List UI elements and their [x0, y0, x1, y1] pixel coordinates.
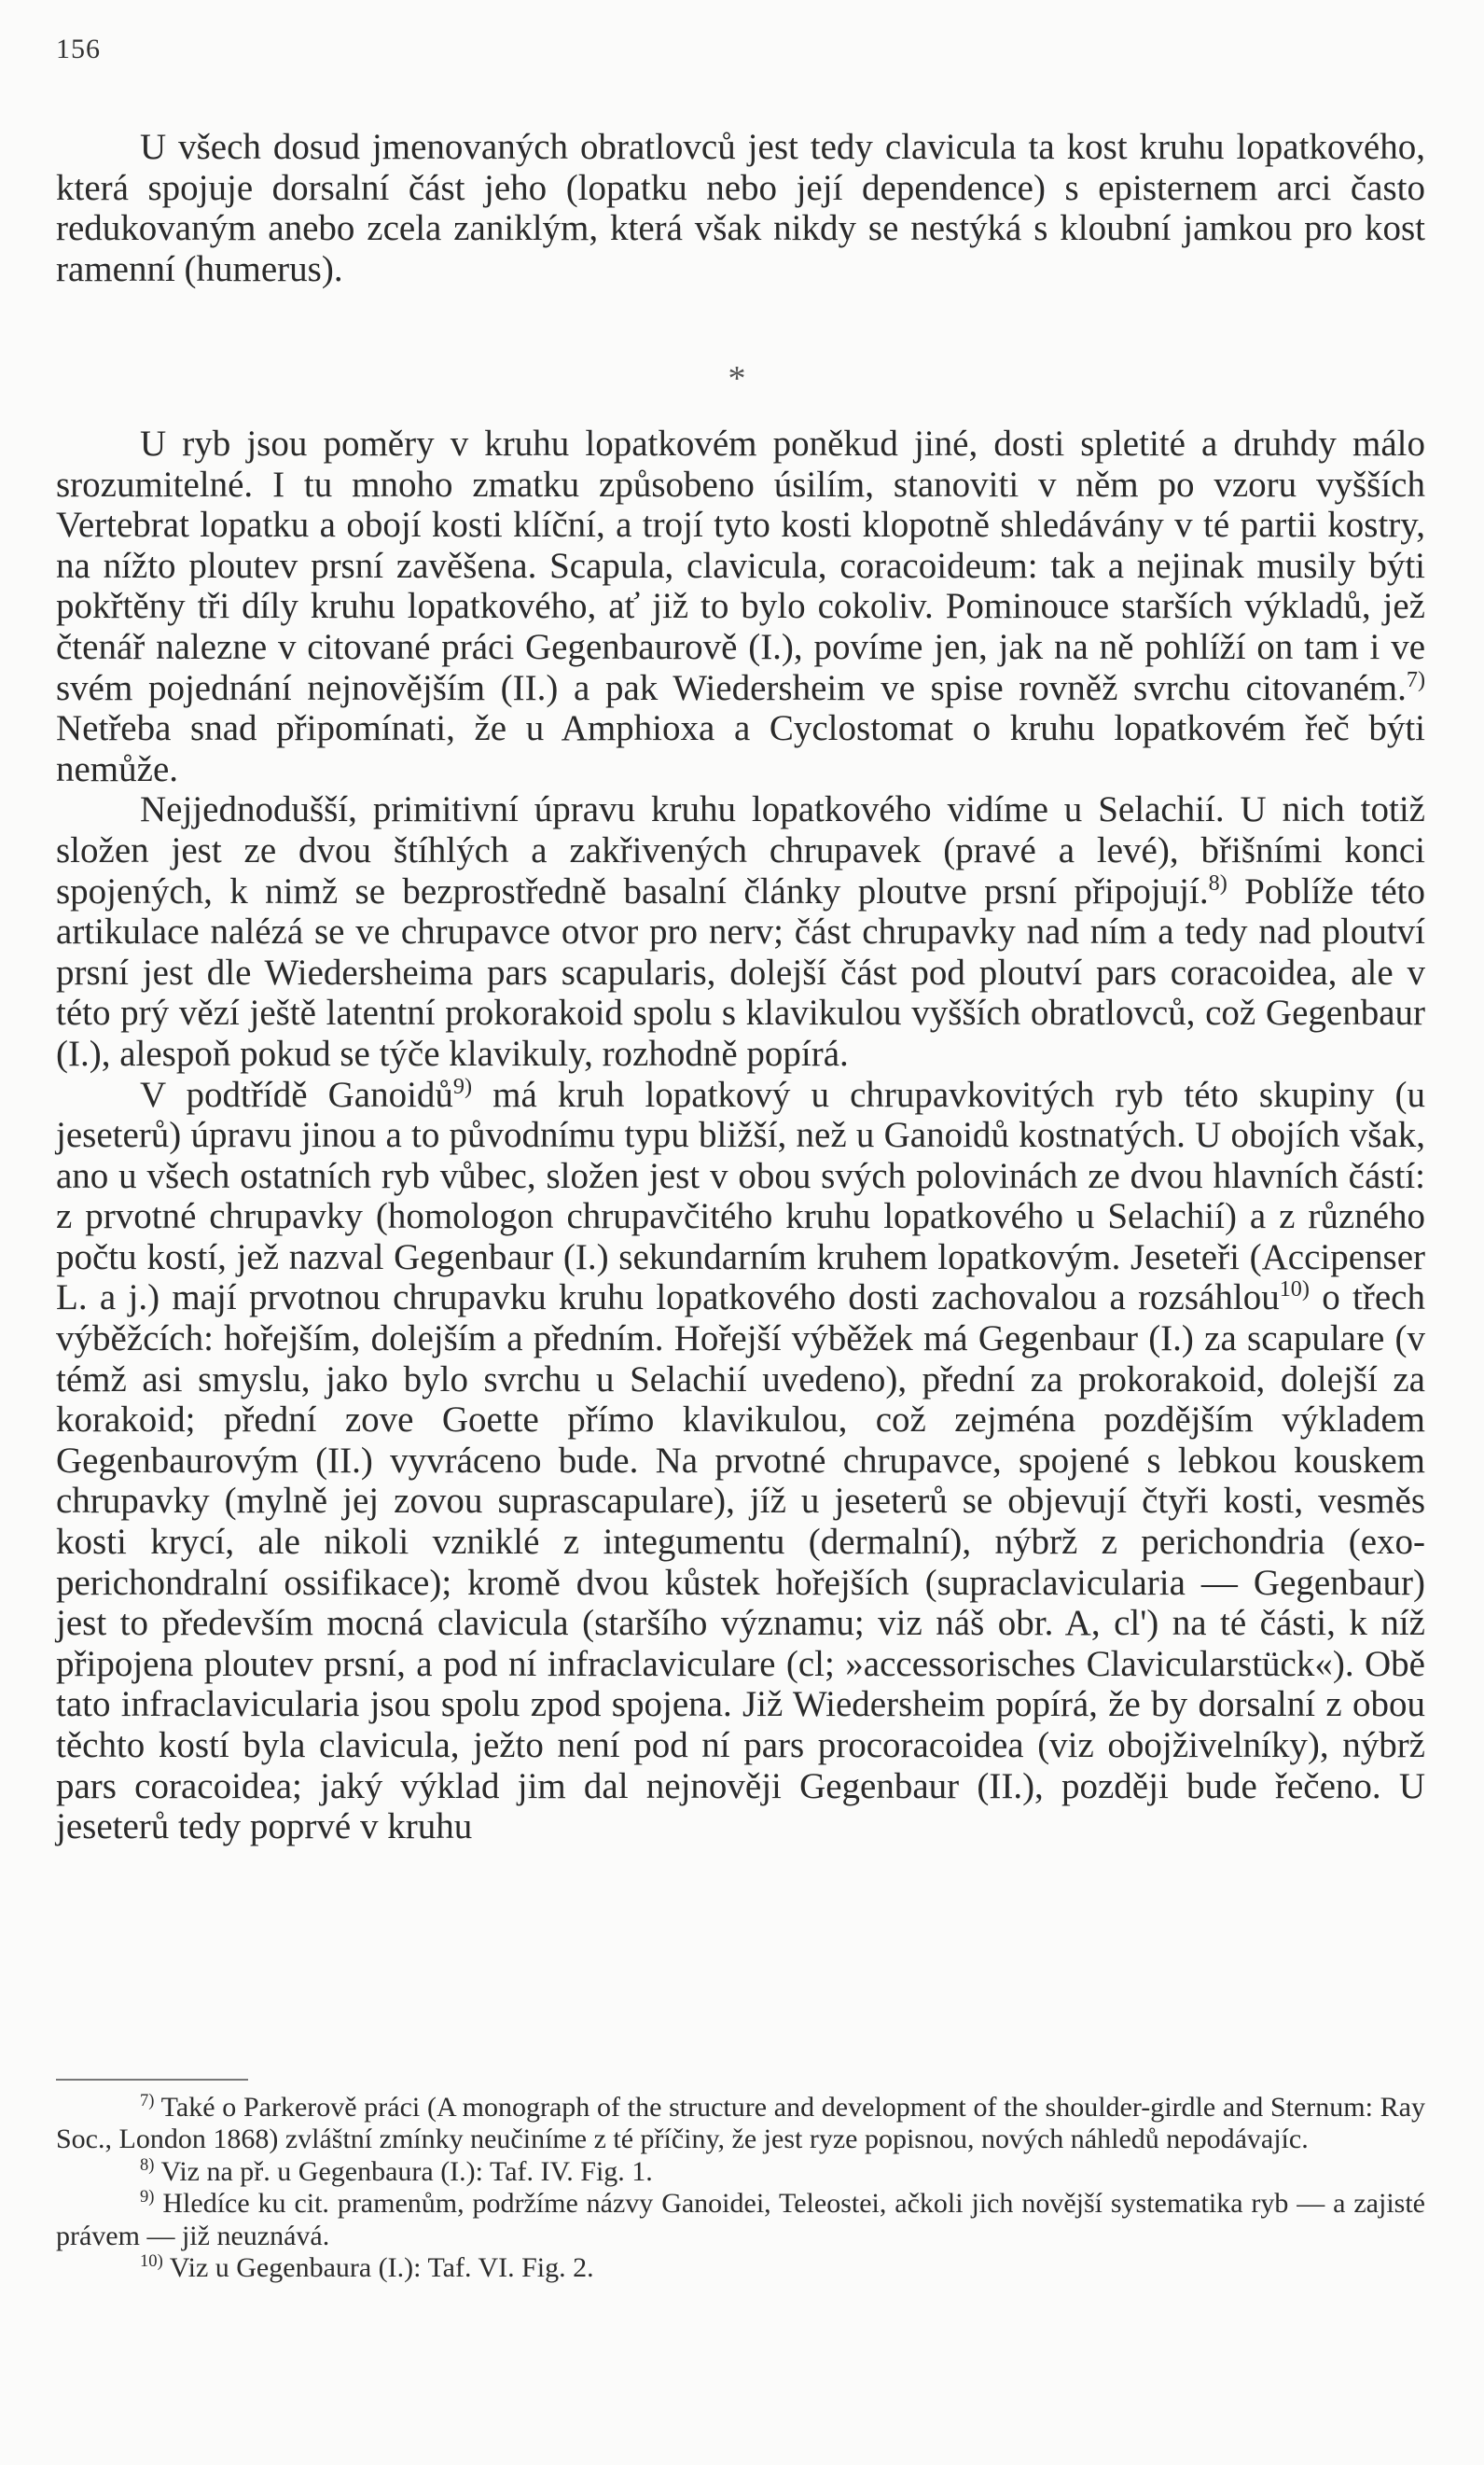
main-text-block	[56, 424, 1425, 1847]
intro-paragraph: U všech dosud jmenovaných obratlovců jest tedy clavicula ta kost kruhu lopatkového, která spojuje dorsalní část jeho (lopatku nebo její dependence) s episternem arci často redukovaným anebo zcela zaniklým, která však nikdy se nestýká s kloubní jamkou pro kost ramenní (humerus).	[56, 127, 1425, 289]
footnote-text: Viz u Gegenbaura (I.): Taf. VI. Fig. 2.	[162, 2252, 594, 2284]
footnote-ref-10: 10)	[1279, 1276, 1310, 1302]
paragraph-text: V podtřídě Ganoidů	[140, 1074, 453, 1115]
footnote-label: 8)	[140, 2154, 155, 2175]
footnote-label: 9)	[140, 2187, 155, 2207]
intro-paragraph-block	[56, 127, 1425, 289]
footnote-ref-8: 8)	[1208, 870, 1227, 896]
page-number: 156	[56, 34, 101, 64]
footnote-text: Viz na př. u Gegenbaura (I.): Taf. IV. Fig. 1.	[154, 2155, 653, 2187]
footnote-ref-9: 9)	[452, 1073, 473, 1099]
footnote-ref-7: 7)	[1406, 666, 1425, 692]
paragraph-text: Netřeba snad připomínati, že u Amphioxa a Cyclostomat o kruhu lopatkovém řeč býti nemůže.	[56, 708, 1425, 789]
footnote-text: Také o Parkerově práci (A monograph of the structure and development of the shoulder-girdle and Sternum: Ray Soc., London 1868) zvláštní zmínky neučiníme z té příčiny, že jest ryze popisnou, nových náhledů nepodávajíc.	[56, 2092, 1425, 2155]
paragraph-text: Poblíže této artikulace nalézá se ve chrupavce otvor pro nerv; část chrupavky nad ním a tedy nad ploutví prsní jest dle Wiedersheima pars scapularis, dolejší část pod ploutví pars coracoidea, ale v této prý vězí ještě latentní prokorakoid spolu s klavikulou vyšších obratlovců, což Gegenbaur (I.), alespoň pokud se týče klavikuly, rozhodně popírá.	[56, 870, 1425, 1074]
footnote-label: 7)	[140, 2091, 155, 2110]
paragraph-text: má kruh lopatkový u chrupavkovitých ryb této skupiny (u jeseterů) úpravu jinou a to původnímu typu bližší, než u Ganoidů kostnatých. U obojích však, ano u všech ostatních ryb vůbec, složen jest v obou svých polovinách ze dvou hlavních částí: z prvotné chrupavky (homologon chrupavčitého kruhu lopatkového u Selachií) a z různého počtu kostí, jež nazval Gegenbaur (I.) sekundarním kruhem lopatkovým. Jeseteři (Accipenser L. a j.) mají prvotnou chrupavku kruhu lopatkového dosti zachovalou a rozsáhlou	[56, 1074, 1425, 1318]
footnote-8	[56, 2156, 1425, 2188]
section-separator-asterisk: *	[728, 359, 746, 398]
footnotes-block	[56, 2092, 1425, 2284]
paragraph-text: Nejjednodušší, primitivní úpravu kruhu lopatkového vidíme u Selachií. U nich totiž složen jest ze dvou štíhlých a zakřivených chrupavek (pravé a levé), břišními konci spojených, k nimž se bezprostředně basalní články ploutve prsní připojují.	[56, 789, 1425, 912]
footnote-9	[56, 2188, 1425, 2252]
footnote-divider	[56, 2079, 248, 2081]
paragraph-text: U ryb jsou poměry v kruhu lopatkovém poněkud jiné, dosti spletité a druhdy málo srozumitelné. I tu mnoho zmatku způsobeno úsilím, stanoviti v něm po vzoru vyšších Vertebrat lopatku a obojí kosti klíční, a trojí tyto kosti klopotně shledávány v té partii kostry, na nížto ploutev prsní zavěšena. Scapula, clavicula, coracoideum: tak a nejinak musily býti pokřtěny tři díly kruhu lopatkového, ať již to bylo cokoliv. Pominouce starších výkladů, jež čtenář nalezne v citované práci Gegenbaurově (I.), povíme jen, jak na ně pohlíží on tam i ve svém pojednání nejnovějším (II.) a pak Wiedersheim ve spise rovněž svrchu citovaném.	[56, 424, 1425, 708]
paragraph-selachii	[56, 789, 1425, 1074]
footnote-7	[56, 2092, 1425, 2156]
footnote-10	[56, 2252, 1425, 2284]
footnote-label: 10)	[140, 2251, 163, 2272]
footnote-text: Hledíce ku cit. pramenům, podržíme názvy Ganoidei, Teleostei, ačkoli jich novější systematika ryb — a zajisté právem — již neuznává.	[56, 2188, 1425, 2251]
paragraph-fish-shoulder-girdle	[56, 424, 1425, 789]
paragraph-ganoidei	[56, 1075, 1425, 1847]
paragraph-text: o třech výběžcích: hořejším, dolejším a předním. Hořejší výběžek má Gegenbaur (I.) za scapulare (v témž asi smyslu, jako bylo svrchu u Selachií uvedeno), přední za prokorakoid, dolejší za korakoid; přední zove Goette přímo klavikulou, což zejména pozdějším výkladem Gegenbaurovým (II.) vyvráceno bude. Na prvotné chrupavce, spojené s lebkou kouskem chrupavky (mylně jej zovou suprascapulare), jíž u jeseterů se objevují čtyři kosti, vesměs kosti krycí, ale nikoli vzniklé z integumentu (dermalní), nýbrž z perichondria (exo-perichondralní ossifikace); kromě dvou kůstek hořejších (supraclavicularia — Gegenbaur) jest to především mocná clavicula (staršího významu; viz náš obr. A, cl') na té části, k níž připojena ploutev prsní, a pod ní infraclaviculare (cl; »accessorisches Clavicularstück«). Obě tato infraclavicularia jsou spolu zpod spojena. Již Wiedersheim popírá, že by dorsalní z obou těchto kostí byla clavicula, ježto není pod ní pars procoracoidea (viz obojživelníky), nýbrž pars coracoidea; jaký výklad jim dal nejnověji Gegenbaur (II.), později bude řečeno. U jeseterů tedy poprvé v kruhu	[56, 1277, 1425, 1847]
